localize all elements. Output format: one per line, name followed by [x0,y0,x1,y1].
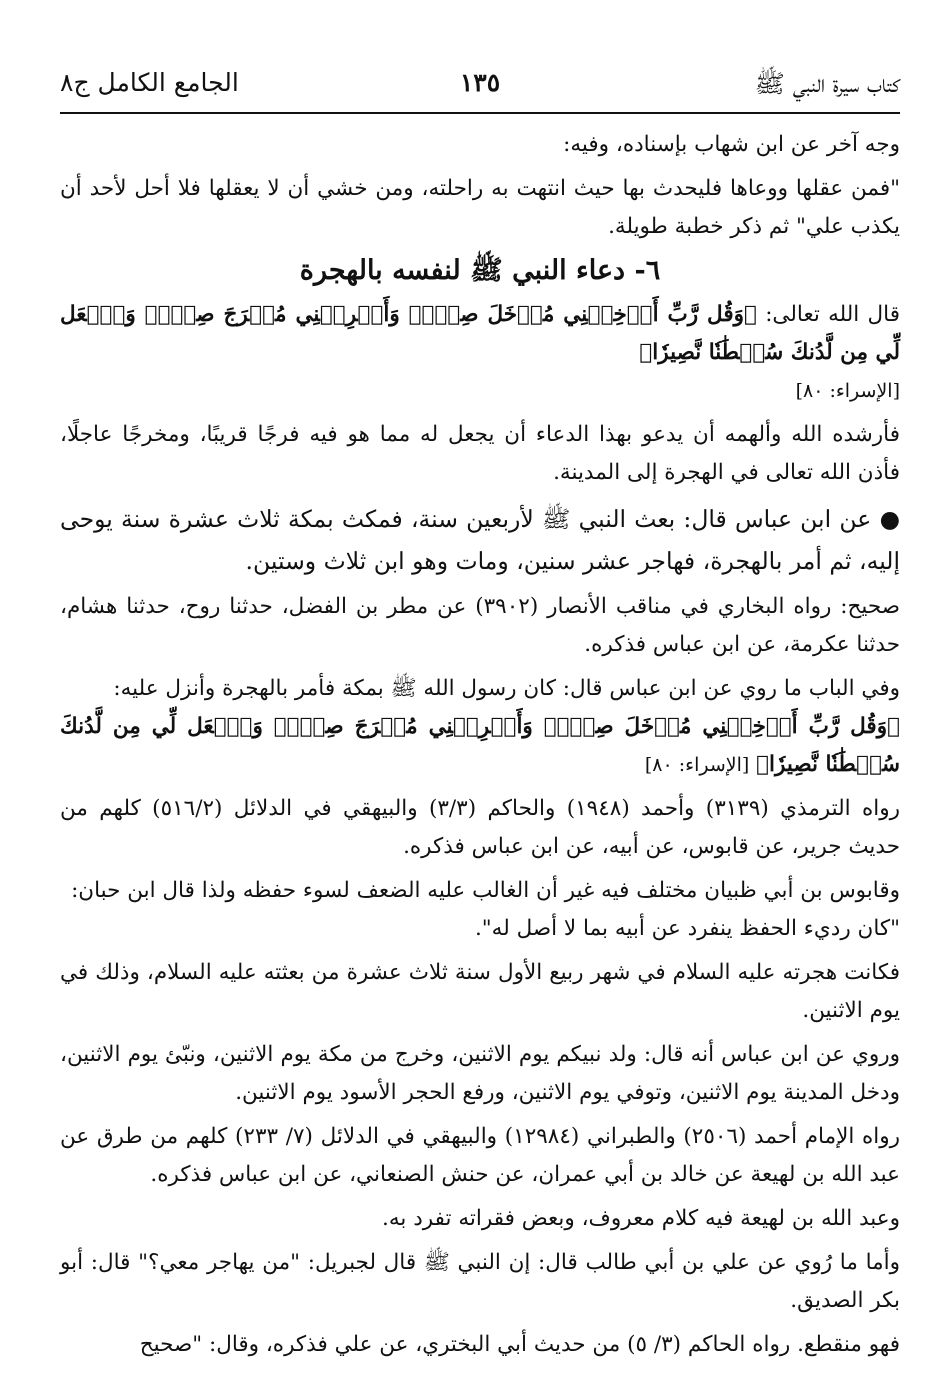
paragraph-bab [60,670,900,784]
ibn-hibban-quote: "كان رديء الحفظ ينفرد عن أبيه بما لا أصل له". [474,916,900,941]
verse-reference-2: [الإسراء: ٨٠] [644,754,750,776]
verse-paragraph [60,296,900,410]
paragraph-guidance: فأرشده الله وألهمه أن يدعو بهذا الدعاء أن يجعل له مما هو فيه فرجًا قريبًا، ومخرجًا عاجلًا، فأذن الله تعالى في الهجرة إلى المدينة. [60,422,900,485]
verse-intro: قال الله تعالى: [756,302,900,327]
paragraph-hijra-date: فكانت هجرته عليه السلام في شهر ربيع الأول سنة ثلاث عشرة من بعثته عليه السلام، وذلك في يوم الاثنين. [60,960,900,1023]
bab-text: وفي الباب ما روي عن ابن عباس قال: كان رسول الله ﷺ بمكة فأمر بالهجرة وأنزل عليه: [113,676,900,701]
quran-verse-2: ﴿وَقُل رَّبِّ أَدۡخِلۡنِي مُدۡخَلَ صِدۡقٖ وَأَخۡرِجۡنِي مُخۡرَجَ صِدۡقٖ وَٱجۡعَل لِّي مِن لَّدُنكَ سُلۡطَٰنٗا نَّصِيرٗا﴾ [60,714,900,777]
paragraph-ibn-lahia: وعبد الله بن لهيعة فيه كلام معروف، وبعض فقراته تفرد به. [382,1206,900,1231]
quran-verse: ﴿وَقُل رَّبِّ أَدۡخِلۡنِي مُدۡخَلَ صِدۡقٖ وَأَخۡرِجۡنِي مُخۡرَجَ صِدۡقٖ وَٱجۡعَل لِّي مِن لَّدُنكَ سُلۡطَٰنٗا نَّصِيرٗا﴾ [60,302,900,365]
book-title: كتاب سيرة النبي ﷺ [754,69,900,98]
qabus-text: وقابوس بن أبي ظبيان مختلف فيه غير أن الغالب عليه الضعف لسوء حفظه ولذا قال ابن حبان: [71,878,900,903]
paragraph-munqati: فهو منقطع. رواه الحاكم (٣/ ٥) من حديث أبي البختري، عن علي فذكره، وقال: "صحيح [139,1332,900,1357]
bullet-icon: ● [879,505,900,533]
paragraph-takhrij-3: رواه الإمام أحمد (٢٥٠٦) والطبراني (١٢٩٨٤) والبيهقي في الدلائل (٧/ ٢٣٣) كلهم من طرق عن عبد الله بن لهيعة عن خالد بن أبي عمران، عن حنش الصنعاني، عن ابن عباس فذكره. [60,1124,901,1187]
paragraph-takhrij-2: رواه الترمذي (٣١٣٩) وأحمد (١٩٤٨) والحاكم (٣/٣) والبيهقي في الدلائل (٥١٦/٢) كلهم من حديث جرير، عن قابوس، عن أبيه، عن ابن عباس فذكره. [60,796,901,859]
paragraph-monday: وروي عن ابن عباس أنه قال: ولد نبيكم يوم الاثنين، وخرج من مكة يوم الاثنين، ونبّئ يوم الاثنين، ودخل المدينة يوم الاثنين، وتوفي يوم الاثنين، ورفع الحجر الأسود يوم الاثنين. [60,1042,900,1105]
page-header [60,58,900,110]
hadith-main [60,498,900,582]
section-title: ٦- دعاء النبي ﷺ لنفسه بالهجرة [299,255,661,286]
paragraph-qabus [60,872,900,948]
paragraph-intro: وجه آخر عن ابن شهاب بإسناده، وفيه: [563,132,900,157]
hadith-text: عن ابن عباس قال: بعث النبي ﷺ لأربعين سنة، فمكث بمكة ثلاث عشرة سنة يوحى إليه، ثم أمر بالهجرة، فهاجر عشر سنين، ومات وهو ابن ثلاث وستين. [60,505,900,575]
verse-reference: [الإسراء: ٨٠] [795,380,900,402]
paragraph-takhrij-1: صحيح: رواه البخاري في مناقب الأنصار (٣٩٠٢) عن مطر بن الفضل، حدثنا روح، حدثنا هشام، حدثنا عكرمة، عن ابن عباس فذكره. [60,594,900,657]
collection-title: الجامع الكامل ج٨ [60,68,239,97]
paragraph-quote: "فمن عقلها ووعاها فليحدث بها حيث انتهت به راحلته، ومن خشي أن لا يعقلها فلا أحل لأحد أن يكذب علي" ثم ذكر خطبة طويلة. [60,176,900,239]
paragraph-ali: وأما ما رُوي عن علي بن أبي طالب قال: إن النبي ﷺ قال لجبريل: "من يهاجر معي؟" قال: أبو بكر الصديق. [60,1250,900,1313]
header-rule [60,112,900,114]
page-body [60,126,900,1370]
page-number: ١٣٥ [459,68,501,97]
